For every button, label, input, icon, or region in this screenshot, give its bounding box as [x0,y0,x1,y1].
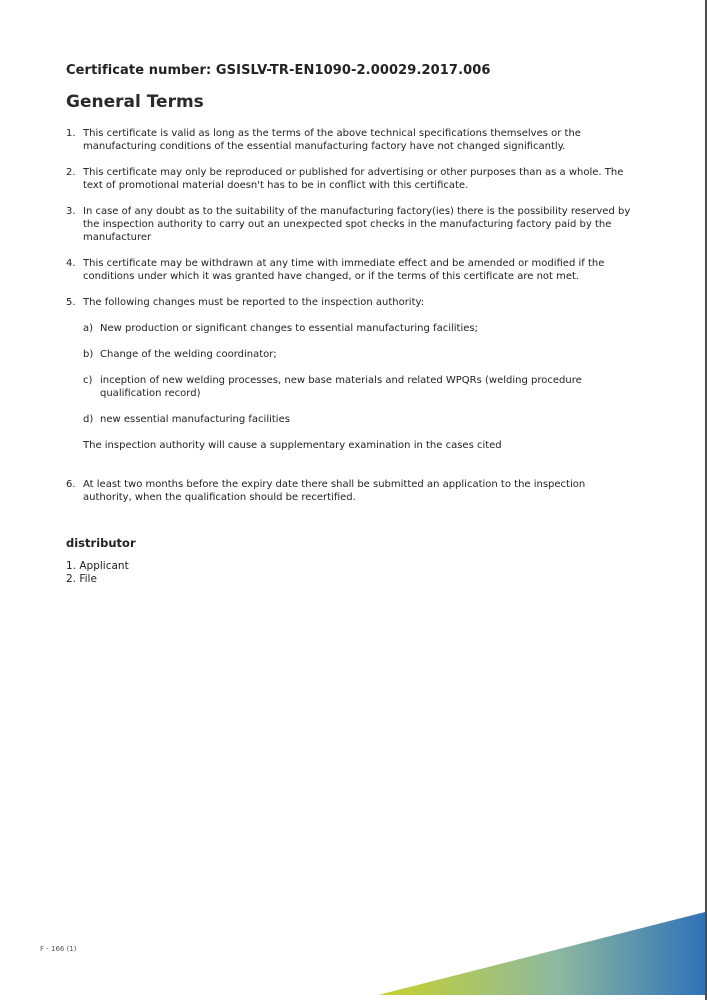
distributor-item: 2. File [66,573,97,585]
term-number: 5. [66,297,76,308]
term-number: 3. [66,206,76,217]
term-item-2 [66,166,636,192]
term-number: 4. [66,258,76,269]
term-text: At least two months before the expiry date there shall be submitted an application to the inspection authority, when the qualification should be recertified. [83,479,586,503]
term-item-3 [66,205,636,244]
sub-item-text: new essential manufacturing facilities [100,414,290,425]
sub-item-letter: d) [83,414,94,425]
sub-item-a [83,322,636,335]
sub-item-text: New production or significant changes to essential manufacturing facilities; [100,323,478,334]
term-number: 2. [66,167,76,178]
sub-item-c [83,374,636,400]
term-text: The following changes must be reported to the inspection authority: [83,297,425,308]
term-item-1 [66,127,636,153]
sub-item-text: Change of the welding coordinator; [100,349,277,360]
reportable-changes-list [83,322,636,426]
term-item-5 [66,296,636,465]
term-text: This certificate may only be reproduced or published for advertising or other purposes than as a whole. The text of promotional material doesn't has to be in conflict with this certificate. [83,167,624,191]
term-item-4 [66,257,636,283]
term-text: This certificate may be withdrawn at any time with immediate effect and be amended or modified if the conditions under which it was granted have changed, or if the terms of this certificate are not met. [83,258,605,282]
sub-item-text: inception of new welding processes, new base materials and related WPQRs (welding procedure qualification record) [100,375,582,399]
sub-item-d [83,413,636,426]
term-text: This certificate is valid as long as the terms of the above technical specifications themselves or the manufacturing conditions of the essential manufacturing factory have not changed significantly. [83,128,581,152]
supplementary-exam-note: The inspection authority will cause a supplementary examination in the cases cited [83,440,502,451]
term-number: 1. [66,128,76,139]
sub-item-b [83,348,636,361]
general-terms-title: General Terms [66,92,204,112]
sub-item-letter: b) [83,349,94,360]
term-number: 6. [66,479,76,490]
distributor-item: 1. Applicant [66,560,129,572]
distributor-title: distributor [66,536,136,550]
sub-item-letter: c) [83,375,93,386]
form-code: F - 166 (1) [40,945,77,953]
distributor-list [66,560,129,586]
term-text: In case of any doubt as to the suitability of the manufacturing factory(ies) there is the possibility reserved by the inspection authority to carry out an unexpected spot checks in the manufacturing factory paid by the manufacturer [83,206,631,243]
sub-item-letter: a) [83,323,94,334]
gradient-wedge-shape [378,912,705,995]
general-terms-list [66,127,636,517]
certificate-number: Certificate number: GSISLV-TR-EN1090-2.00029.2017.006 [66,63,491,78]
term-item-6 [66,478,636,504]
